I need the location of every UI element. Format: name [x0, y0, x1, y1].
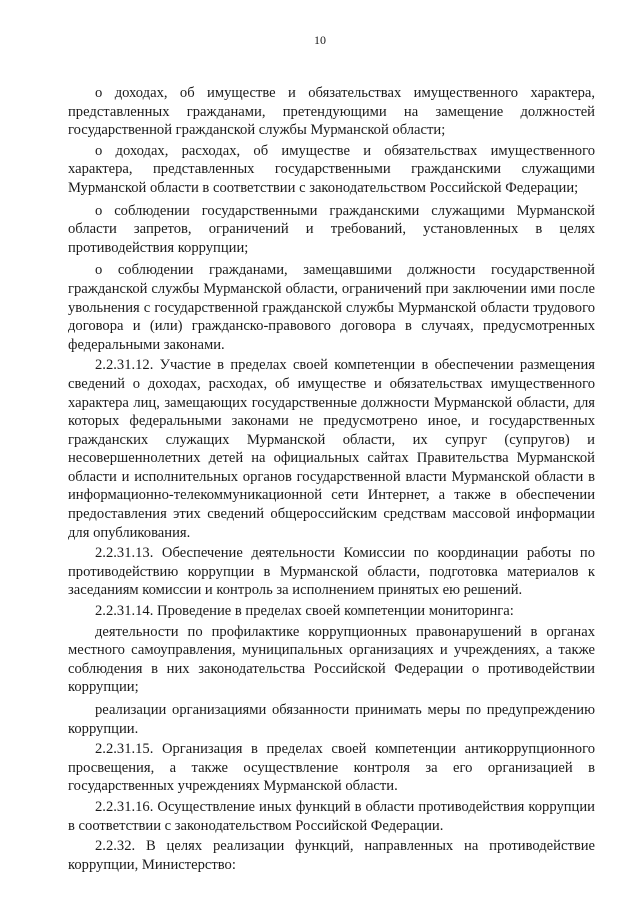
paragraph: о доходах, об имуществе и обязательствах имущественного характера, представленных гражданами, претендующими на замещение должностей государственной гражданской службы Мурманской области;	[68, 85, 595, 139]
paragraph: о доходах, расходах, об имуществе и обязательствах имущественного характера, представленных государственными гражданскими служащими Мурманской области в соответствии с законодательством Российской Федерации;	[68, 142, 595, 196]
paragraph: о соблюдении гражданами, замещавшими должности государственной гражданской службы Мурманской области, ограничений при заключении ими после увольнения с государственной гражданской службы Мурманской области трудового договора и (или) гражданско-правового договора в случаях, предусмотренных федеральными законами.	[68, 262, 595, 353]
paragraph: 2.2.31.13. Обеспечение деятельности Комиссии по координации работы по противодействию коррупции в Мурманской области, подготовка материалов к заседаниям комиссии и контроль за исполнением принятых ею решений.	[68, 545, 595, 599]
paragraph: 2.2.31.12. Участие в пределах своей компетенции в обеспечении размещения сведений о доходах, расходах, об имуществе и обязательствах имущественного характера лиц, замещающих государственные должности Мурманской области, для которых федеральными законами не предусмотрено иное, и государственных гражданских служащих Мурманской области, их супруг (супругов) и несовершеннолетних детей на официальных сайтах Правительства Мурманской области и исполнительных органов государственной власти Мурманской области в информационно-телекоммуникационной сети Интернет, а также в обеспечении предоставления этих сведений общероссийским средствам массовой информации для опубликования.	[68, 357, 595, 541]
paragraph: 2.2.31.14. Проведение в пределах своей компетенции мониторинга:	[95, 603, 514, 620]
paragraph: деятельности по профилактике коррупционных правонарушений в органах местного самоуправления, муниципальных организациях и учреждениях, а также соблюдения в них законодательства Российской Федерации о противодействии коррупции;	[68, 623, 595, 696]
document-body	[68, 84, 595, 874]
paragraph: реализации организациями обязанности принимать меры по предупреждению коррупции.	[68, 702, 595, 737]
paragraph: о соблюдении государственными гражданскими служащими Мурманской области запретов, ограничений и требований, установленных в целях противодействия коррупции;	[68, 202, 595, 256]
paragraph: 2.2.31.15. Организация в пределах своей компетенции антикоррупционного просвещения, а также осуществление контроля за его организацией в государственных учреждениях Мурманской области.	[68, 741, 595, 795]
page-number: 10	[314, 33, 326, 47]
paragraph: 2.2.31.16. Осуществление иных функций в области противодействия коррупции в соответствии с законодательством Российской Федерации.	[68, 798, 595, 834]
paragraph: 2.2.32. В целях реализации функций, направленных на противодействие коррупции, Министерство:	[68, 838, 595, 873]
